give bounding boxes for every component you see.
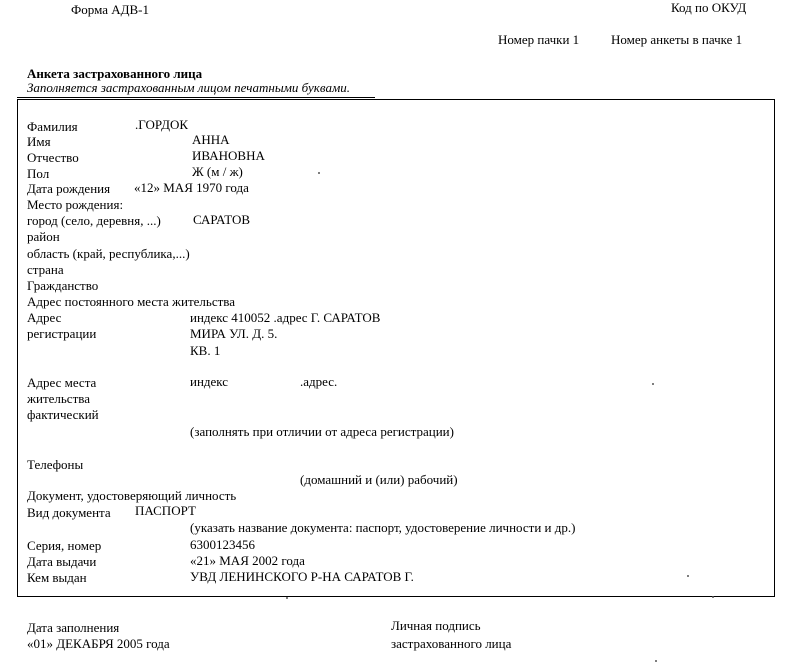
surname-value: .ГОРДОК [135,117,189,132]
okud-label: Код по ОКУД [671,0,747,15]
birth-date-label: Дата рождения [27,181,111,196]
birth-place-heading: Место рождения: [27,197,124,212]
birth-city-value: САРАТОВ [193,212,251,227]
registration-address-line-1: индекс 410052 .адрес Г. САРАТОВ [190,310,381,325]
actual-address-label-1: Адрес места [27,375,97,390]
doc-issue-date-value: «21» МАЯ 2002 года [190,553,305,568]
doc-series-value: 6300123456 [190,537,255,552]
phones-note: (домашний и (или) рабочий) [300,472,458,487]
fill-date-value: «01» ДЕКАБРЯ 2005 года [27,636,170,651]
scan-speck [318,172,320,174]
birth-city-label: город (село, деревня, ...) [27,213,161,228]
name-value: АННА [192,132,230,147]
sex-label: Пол [27,166,50,181]
citizenship-label: Гражданство [27,278,99,293]
title-underline [17,97,375,98]
form-number: Номер анкеты в пачке 1 [611,32,743,47]
doc-issued-by-label: Кем выдан [27,570,87,585]
patronymic-label: Отчество [27,150,79,165]
birth-district-label: район [27,229,60,244]
signature-label-1: Личная подпись [391,618,481,633]
form-title: Анкета застрахованного лица [27,66,203,81]
doc-issued-by-value: УВД ЛЕНИНСКОГО Р-НА САРАТОВ Г. [190,569,414,584]
patronymic-value: ИВАНОВНА [192,148,265,163]
name-label: Имя [27,134,51,149]
doc-type-label: Вид документа [27,505,111,520]
birth-region-label: область (край, республика,...) [27,246,190,261]
actual-address-label-2: жительства [27,391,90,406]
registration-address-label-1: Адрес [27,310,62,325]
actual-address-label-3: фактический [27,407,99,422]
scan-speck [652,383,654,385]
permanent-address-heading: Адрес постоянного места жительства [27,294,236,309]
birth-country-label: страна [27,262,64,277]
registration-address-line-2: МИРА УЛ. Д. 5. [190,326,278,341]
scan-speck [712,596,714,598]
actual-address-note: (заполнять при отличии от адреса регистрации) [190,424,454,439]
batch-number: Номер пачки 1 [498,32,580,47]
fill-date-label: Дата заполнения [27,620,120,635]
registration-address-line-3: КВ. 1 [190,343,221,358]
actual-index-label: индекс [190,374,229,389]
doc-series-label: Серия, номер [27,538,102,553]
actual-address-field-label: .адрес. [300,374,338,389]
form-subtitle: Заполняется застрахованным лицом печатными буквами. [27,80,350,95]
scan-speck [655,660,657,662]
birth-date-value: «12» МАЯ 1970 года [134,180,249,195]
registration-address-label-2: регистрации [27,326,97,341]
scan-speck [687,575,689,577]
form-name: Форма АДВ-1 [71,2,149,17]
phones-label: Телефоны [27,457,84,472]
doc-type-value: ПАСПОРТ [135,503,196,518]
scan-speck [286,597,288,599]
surname-label: Фамилия [27,119,78,134]
identity-doc-heading: Документ, удостоверяющий личность [27,488,237,503]
sex-value: Ж (м / ж) [192,164,243,179]
doc-issue-date-label: Дата выдачи [27,554,97,569]
signature-label-2: застрахованного лица [391,636,512,651]
doc-type-note: (указать название документа: паспорт, удостоверение личности и др.) [190,520,576,535]
